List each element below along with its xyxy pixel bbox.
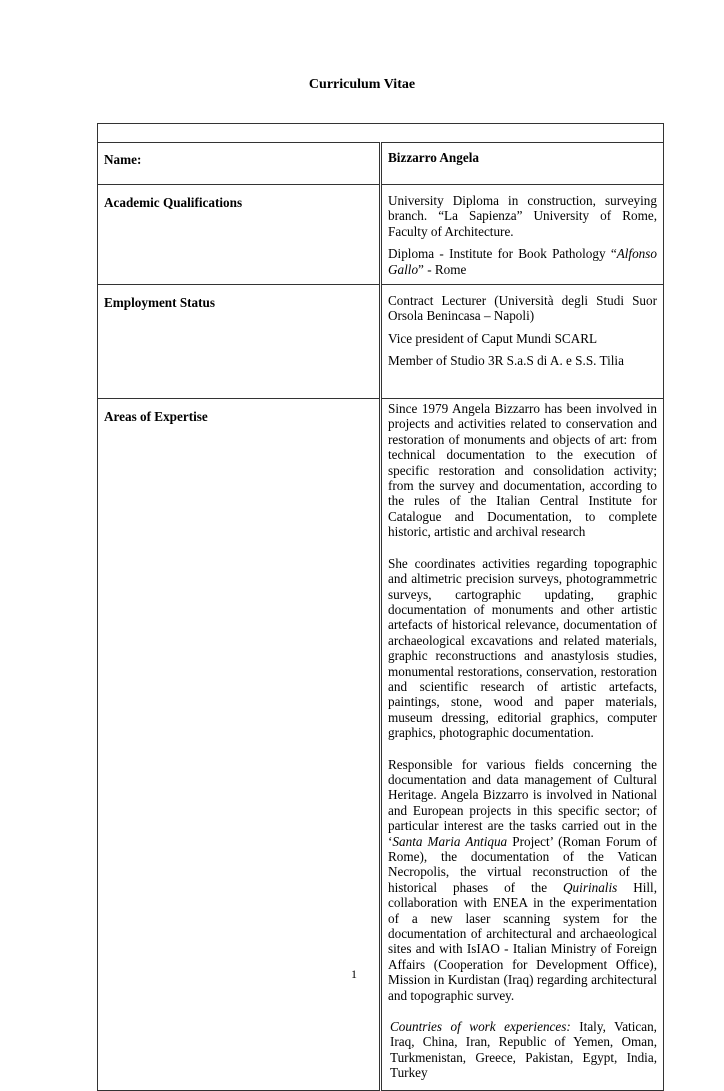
academic-paragraph-2 <box>388 246 657 277</box>
expertise-paragraph-1: Since 1979 Angela Bizzarro has been involved in projects and activities related to conservation and restoration of monuments and objects of art: from technical documentation to the execution of specific restoration and consolidation activity; from the survey and documentation, according to the rules of the Italian Central Institute for Catalogue and Documentation, to complete historic, artistic and archival research <box>388 401 657 540</box>
academic-paragraph-1: University Diploma in construction, surveying branch. “La Sapienza” University of Rome, Faculty of Architecture. <box>388 193 657 239</box>
employment-paragraph-2: Vice president of Caput Mundi SCARL <box>388 330 598 346</box>
expertise-p3-c: Hill, collaboration with ENEA in the experimentation of a new laser scanning system for the documentation of architectural and archaeological sites and with IsIAO - Italian Ministry of Foreign Affairs (Cooperation for Development Office), Mission in Kurdistan (Iraq) regarding architectural and topographic survey. <box>388 879 658 1003</box>
name-value: Bizzarro Angela <box>381 143 664 185</box>
employment-row <box>98 285 664 399</box>
expertise-p3-b: Project’ (Roman Forum of Rome), the documentation of the Vatican Necropolis, the virtual reconstruction of the historical phases of the <box>388 833 657 895</box>
employment-paragraph-3: Member of Studio 3R S.a.S di A. e S.S. Tilia <box>388 353 624 369</box>
expertise-p3-italic-2: Quirinalis <box>563 879 618 895</box>
expertise-p3-a: Responsible for various fields concerning the documentation and data management of Cultural Heritage. Angela Bizzarro is involved in National and European projects in this specific sector; of particular interest are the tasks carried out in the ‘ <box>388 756 657 849</box>
expertise-countries <box>388 1019 657 1081</box>
page-number: 1 <box>351 967 357 981</box>
document-title: Curriculum Vitae <box>308 77 416 92</box>
academic-p2-pre: Diploma - Institute for Book Pathology “ <box>388 246 617 262</box>
expertise-paragraph-2: She coordinates activities regarding topographic and altimetric precision surveys, photogrammetric surveys, cartographic updating, graphic documentation of monuments and other artistic artefacts of historical relevance, documentation of archaeological excavations and related materials, graphic reconstructions and anastylosis studies, monumental restorations, conservation, restoration and scientific research of artistic artefacts, paintings, stone, wood and paper materials, museum dressing, editorial graphics, computer graphics, photographic documentation. <box>388 555 657 741</box>
academic-p2-italic: Alfonso Gallo <box>388 246 657 277</box>
header-empty-row <box>98 124 664 143</box>
academic-value <box>381 185 664 285</box>
name-row <box>98 143 664 185</box>
academic-p2-post: ” - Rome <box>418 261 467 277</box>
employment-paragraph-1: Contract Lecturer (Università degli Studi Suor Orsola Benincasa – Napoli) <box>388 293 657 324</box>
expertise-row <box>98 399 664 1091</box>
expertise-p3-italic-1: Santa Maria Antiqua <box>392 833 508 849</box>
cv-table <box>97 123 664 1091</box>
name-label: Name: <box>98 143 381 185</box>
countries-label: Countries of work experiences: <box>390 1019 571 1035</box>
expertise-value <box>381 399 664 1091</box>
employment-label: Employment Status <box>98 285 381 399</box>
academic-row <box>98 185 664 285</box>
empty-header-cell <box>98 124 664 143</box>
countries-list: Italy, Vatican, Iraq, China, Iran, Republic of Yemen, Oman, Turkmenistan, Greece, Pakistan, Egypt, India, Turkey <box>390 1019 657 1081</box>
employment-value <box>381 285 664 399</box>
expertise-label: Areas of Expertise <box>98 399 381 1091</box>
academic-label: Academic Qualifications <box>98 185 381 285</box>
